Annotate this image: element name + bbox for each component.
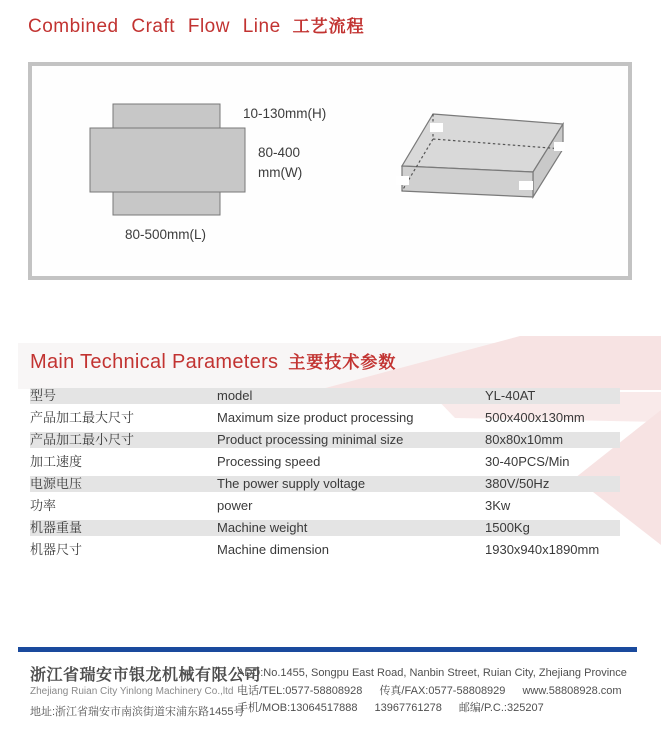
footer-contact-block: [237, 665, 627, 718]
company-address-zh: 地址:浙江省瑞安市南滨街道宋浦东路1455号: [30, 706, 245, 718]
param-name-zh: 电源电压: [30, 476, 83, 491]
parameters-table: [30, 388, 620, 564]
carton-box-3d-diagram: [390, 95, 580, 235]
mobile-number-2: 13967761278: [374, 702, 442, 714]
param-name-en: power: [217, 498, 253, 513]
param-value: 30-40PCS/Min: [485, 454, 570, 469]
param-name-en: Machine dimension: [217, 542, 330, 557]
address-en: ADD:No.1455, Songpu East Road, Nanbin Street, Ruian City, Zhejiang Province: [237, 667, 627, 679]
website-link[interactable]: www.58808928.com: [522, 684, 622, 697]
width-dimension-label: 80-400: [258, 145, 301, 160]
param-value: 1500Kg: [485, 520, 530, 535]
param-name-zh: 型号: [30, 388, 57, 403]
contact-mobile-line: [237, 700, 627, 718]
param-name-en: Machine weight: [217, 520, 308, 535]
contact-address-line: [237, 665, 627, 683]
param-value: 80x80x10mm: [485, 432, 564, 447]
param-name-zh: 产品加工最小尺寸: [30, 432, 135, 447]
param-name-zh: 机器尺寸: [30, 542, 83, 557]
table-row: [30, 410, 620, 426]
footer-company-block: [30, 662, 262, 719]
param-name-zh: 加工速度: [30, 454, 83, 469]
table-row: [30, 388, 620, 404]
contact-phone-line: [237, 683, 627, 701]
param-value: 1930x940x1890mm: [485, 542, 600, 557]
company-name-zh: 浙江省瑞安市银龙机械有限公司: [30, 667, 262, 684]
footer-divider-bar: [18, 647, 637, 652]
table-row: [30, 476, 620, 492]
page-title-en: Combined Craft Flow Line: [28, 16, 281, 37]
table-row: [30, 432, 620, 448]
param-value: 3Kw: [485, 498, 511, 513]
param-name-en: Maximum size product processing: [217, 410, 414, 425]
section-heading: [30, 348, 396, 374]
param-name-zh: 机器重量: [30, 520, 83, 535]
param-value: YL-40AT: [485, 388, 536, 403]
section-heading-zh: 主要技术参数: [288, 353, 397, 372]
page-title-zh: 工艺流程: [292, 17, 365, 36]
param-name-en: Product processing minimal size: [217, 432, 404, 447]
section-heading-en: Main Technical Parameters: [30, 351, 279, 373]
param-name-en: model: [217, 388, 253, 403]
table-row: [30, 454, 620, 470]
width-unit-label: mm(W): [258, 165, 303, 180]
param-name-zh: 功率: [30, 498, 57, 513]
fax-number: 传真/FAX:0577-58808929: [379, 684, 506, 697]
height-dimension-label: 10-130mm(H): [243, 106, 327, 121]
table-row: [30, 520, 620, 536]
param-name-en: Processing speed: [217, 454, 321, 469]
telephone: 电话/TEL:0577-58808928: [237, 684, 363, 697]
company-name-en: Zhejiang Ruian City Yinlong Machinery Co.,ltd: [30, 686, 234, 697]
param-value: 380V/50Hz: [485, 476, 550, 491]
page-title: [28, 12, 365, 38]
flow-diagram-panel: [28, 62, 632, 280]
length-dimension-label: 80-500mm(L): [125, 227, 207, 242]
param-name-zh: 产品加工最大尺寸: [30, 410, 135, 425]
mobile-number: 手机/MOB:13064517888: [237, 702, 358, 714]
param-name-en: The power supply voltage: [217, 476, 366, 491]
table-row: [30, 542, 620, 558]
table-row: [30, 498, 620, 514]
postcode: 邮编/P.C.:325207: [458, 702, 544, 714]
param-value: 500x400x130mm: [485, 410, 585, 425]
